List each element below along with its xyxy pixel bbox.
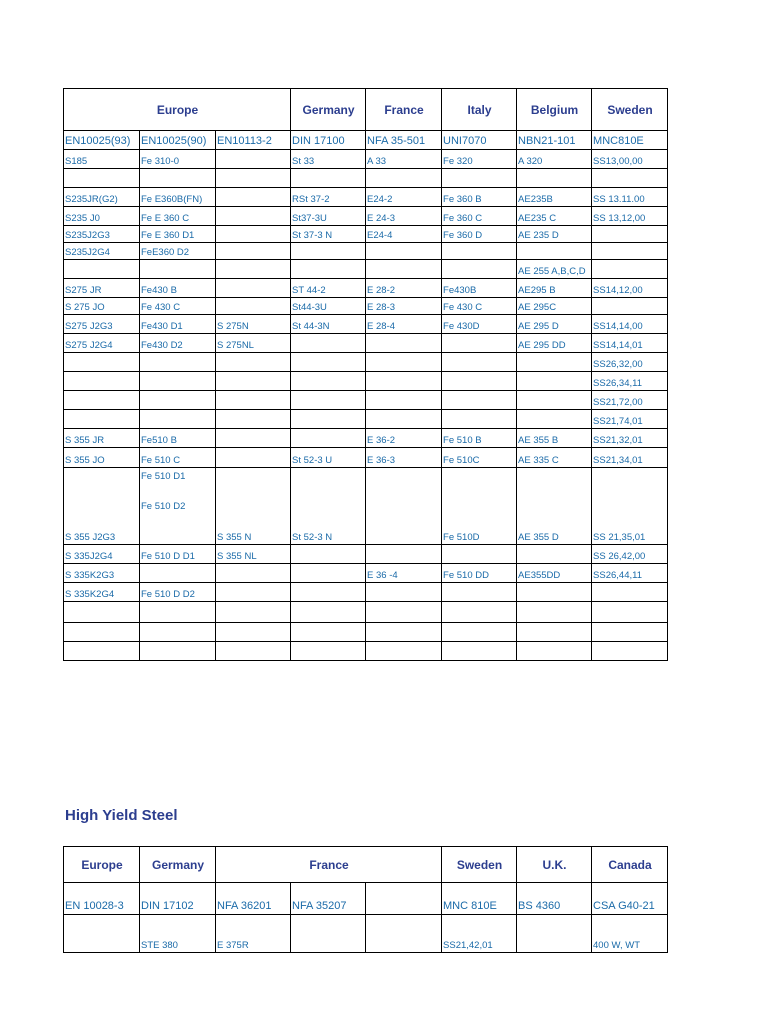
table-cell: E 36-2 — [366, 429, 442, 448]
table-cell: Fe 510 DD — [442, 564, 517, 583]
table-cell: SS26,32,00 — [592, 353, 668, 372]
standard-cell: NBN21-101 — [517, 131, 592, 150]
table-cell — [291, 410, 366, 429]
table-cell: S 355 NL — [216, 545, 291, 564]
steel-equivalents-table — [63, 88, 668, 661]
table-cell: S 355 JO — [64, 448, 140, 468]
table-cell — [517, 623, 592, 642]
table-cell: AE355DD — [517, 564, 592, 583]
table-row — [64, 150, 668, 169]
table-cell: SS14,12,00 — [592, 279, 668, 298]
table-cell: S 335K2G3 — [64, 564, 140, 583]
table-cell: E 24-3 — [366, 207, 442, 226]
table-cell: SS 26,42,00 — [592, 545, 668, 564]
table-cell — [64, 915, 140, 953]
table-cell — [442, 260, 517, 279]
table-row — [64, 429, 668, 448]
standard-cell: DIN 17102 — [140, 883, 216, 915]
table-cell: FeE360 D2 — [140, 243, 216, 260]
table-row — [64, 372, 668, 391]
table-cell — [140, 260, 216, 279]
table-cell — [592, 298, 668, 315]
table-cell: AE 295 DD — [517, 334, 592, 353]
table-cell: SS14,14,00 — [592, 315, 668, 334]
table-cell — [140, 564, 216, 583]
header-cell: France — [366, 89, 442, 131]
table-cell — [140, 602, 216, 623]
header-cell: Germany — [140, 847, 216, 883]
table-cell: Fe 510 D D2 — [140, 583, 216, 602]
table-cell — [442, 169, 517, 188]
table-cell: Fe 360 B — [442, 188, 517, 207]
table-cell — [216, 372, 291, 391]
table-cell — [442, 372, 517, 391]
table-cell: Fe 310-0 — [140, 150, 216, 169]
table-cell: AE 235 D — [517, 226, 592, 243]
table-cell: SS21,42,01 — [442, 915, 517, 953]
table-cell — [216, 583, 291, 602]
table-cell — [366, 468, 442, 545]
standard-cell: DIN 17100 — [291, 131, 366, 150]
standard-cell: CSA G40-21 — [592, 883, 668, 915]
table-cell — [592, 583, 668, 602]
standard-cell: UNI7070 — [442, 131, 517, 150]
table-cell — [366, 915, 442, 953]
merged-cell — [140, 468, 216, 545]
table-cell: SS 13,12,00 — [592, 207, 668, 226]
table-cell — [216, 279, 291, 298]
table-row — [64, 207, 668, 226]
table-cell: Fe 510C — [442, 448, 517, 468]
header-cell: Europe — [64, 847, 140, 883]
table-cell: SS21,32,01 — [592, 429, 668, 448]
table-cell — [216, 353, 291, 372]
table-row — [64, 188, 668, 207]
table-cell — [517, 583, 592, 602]
standard-cell: EN 10028-3 — [64, 883, 140, 915]
table-cell — [216, 207, 291, 226]
standard-cell: NFA 35-501 — [366, 131, 442, 150]
table-cell: S275 J2G3 — [64, 315, 140, 334]
table-cell — [216, 226, 291, 243]
table-row — [64, 391, 668, 410]
table-cell — [140, 372, 216, 391]
table-cell: SS21,34,01 — [592, 448, 668, 468]
table-cell: S 355 J2G3 — [64, 468, 140, 545]
table-cell: Fe430B — [442, 279, 517, 298]
table-cell: S275 J2G4 — [64, 334, 140, 353]
table-cell — [216, 623, 291, 642]
table-row — [64, 623, 668, 642]
table-cell — [592, 642, 668, 661]
table-cell: Fe 430D — [442, 315, 517, 334]
section-title: High Yield Steel — [65, 807, 178, 824]
table-row — [64, 410, 668, 429]
table-cell — [366, 410, 442, 429]
standard-cell: EN10025(93) — [64, 131, 140, 150]
table-cell — [291, 334, 366, 353]
table-cell: AE235 C — [517, 207, 592, 226]
table-cell: STE 380 — [140, 915, 216, 953]
table-cell — [517, 410, 592, 429]
table-cell — [216, 260, 291, 279]
table-cell — [291, 169, 366, 188]
table-cell — [64, 623, 140, 642]
table-cell — [517, 372, 592, 391]
table-cell: St44-3U — [291, 298, 366, 315]
table-cell — [366, 623, 442, 642]
table-cell — [291, 915, 366, 953]
table-cell: AE295 B — [517, 279, 592, 298]
table-cell — [216, 188, 291, 207]
table-cell — [592, 226, 668, 243]
standard-cell: NFA 35207 — [291, 883, 366, 915]
table-cell — [291, 429, 366, 448]
table-cell: S 275 JO — [64, 298, 140, 315]
table-header-row — [64, 89, 668, 131]
table-cell — [442, 545, 517, 564]
table-cell: AE 295C — [517, 298, 592, 315]
table-cell: Fe430 D2 — [140, 334, 216, 353]
header-cell: U.K. — [517, 847, 592, 883]
table-cell — [216, 448, 291, 468]
table-cell — [140, 642, 216, 661]
table-cell: AE 355 D — [517, 468, 592, 545]
table-cell: St 52-3 N — [291, 468, 366, 545]
table-cell: St 33 — [291, 150, 366, 169]
table-cell — [517, 642, 592, 661]
table-cell — [216, 169, 291, 188]
table-cell: SS13,00,00 — [592, 150, 668, 169]
table-cell — [442, 602, 517, 623]
table-cell: S 335J2G4 — [64, 545, 140, 564]
header-cell: Europe — [64, 89, 291, 131]
table-cell — [366, 642, 442, 661]
table-row — [64, 353, 668, 372]
table-row — [64, 243, 668, 260]
standards-row — [64, 131, 668, 150]
table-cell: St 37-3 N — [291, 226, 366, 243]
table-cell — [517, 243, 592, 260]
table-cell — [216, 642, 291, 661]
table-cell: St37-3U — [291, 207, 366, 226]
table-cell: E24-4 — [366, 226, 442, 243]
table-cell — [216, 391, 291, 410]
table-cell: S 275NL — [216, 334, 291, 353]
table-cell — [291, 372, 366, 391]
table-cell — [442, 243, 517, 260]
table-cell — [442, 353, 517, 372]
standard-cell: EN10025(90) — [140, 131, 216, 150]
table-cell — [442, 642, 517, 661]
table-cell: S235 J0 — [64, 207, 140, 226]
table-cell — [442, 583, 517, 602]
table-cell — [366, 353, 442, 372]
table-cell — [140, 391, 216, 410]
table-cell: Fe 360 C — [442, 207, 517, 226]
table-cell — [366, 260, 442, 279]
table-cell: E 36-3 — [366, 448, 442, 468]
table-cell — [64, 169, 140, 188]
table-cell: S235J2G3 — [64, 226, 140, 243]
table-cell — [216, 243, 291, 260]
table-cell: St 52-3 U — [291, 448, 366, 468]
table-cell — [592, 602, 668, 623]
header-cell: Italy — [442, 89, 517, 131]
high-yield-steel-table — [63, 846, 668, 953]
table-cell: Fe 510 B — [442, 429, 517, 448]
header-cell: Sweden — [442, 847, 517, 883]
merged-line: Fe 510 D2 — [141, 500, 186, 512]
table-cell — [64, 391, 140, 410]
table-cell: ST 44-2 — [291, 279, 366, 298]
table-cell: S 355 N — [216, 468, 291, 545]
table-cell — [291, 642, 366, 661]
table-cell — [64, 602, 140, 623]
table-cell: Fe 320 — [442, 150, 517, 169]
table-cell — [442, 391, 517, 410]
table-cell: AE 335 C — [517, 448, 592, 468]
table-cell — [291, 545, 366, 564]
table-cell: Fe 360 D — [442, 226, 517, 243]
table-cell: E 36 -4 — [366, 564, 442, 583]
table-cell: SS26,34,11 — [592, 372, 668, 391]
table-cell — [517, 545, 592, 564]
table-cell — [140, 169, 216, 188]
table-cell — [64, 642, 140, 661]
table-cell — [592, 243, 668, 260]
table-cell — [216, 298, 291, 315]
table-cell — [291, 583, 366, 602]
table-cell: SS 21,35,01 — [592, 468, 668, 545]
table-cell — [366, 243, 442, 260]
table-cell: SS14,14,01 — [592, 334, 668, 353]
table-row — [64, 642, 668, 661]
table-cell: 400 W, WT — [592, 915, 668, 953]
table-cell: Fe E360B(FN) — [140, 188, 216, 207]
standard-cell: MNC810E — [592, 131, 668, 150]
table-cell — [517, 602, 592, 623]
table-cell: SS21,74,01 — [592, 410, 668, 429]
table-cell — [291, 602, 366, 623]
table-cell: Fe 430 C — [140, 298, 216, 315]
table-row — [64, 583, 668, 602]
table-cell: A 320 — [517, 150, 592, 169]
table-row — [64, 545, 668, 564]
table-cell — [366, 334, 442, 353]
table-cell — [216, 602, 291, 623]
table-cell: AE 355 B — [517, 429, 592, 448]
table-row — [64, 468, 668, 545]
table-row — [64, 279, 668, 298]
table-cell: E 28-2 — [366, 279, 442, 298]
table-cell — [140, 353, 216, 372]
table-cell — [517, 169, 592, 188]
table-cell: SS26,44,11 — [592, 564, 668, 583]
standard-cell: BS 4360 — [517, 883, 592, 915]
table-cell: S 335K2G4 — [64, 583, 140, 602]
table-cell: A 33 — [366, 150, 442, 169]
table-cell: Fe 430 C — [442, 298, 517, 315]
table-cell — [64, 410, 140, 429]
table-cell: Fe 510 D D1 — [140, 545, 216, 564]
header-cell: Germany — [291, 89, 366, 131]
table-cell: Fe 510D — [442, 468, 517, 545]
table-cell: S185 — [64, 150, 140, 169]
table-cell — [517, 353, 592, 372]
standards-row — [64, 883, 668, 915]
table-cell — [592, 623, 668, 642]
table-cell: AE 255 A,B,C,D — [517, 260, 592, 279]
table-cell: E 375R — [216, 915, 291, 953]
table-cell: S235JR(G2) — [64, 188, 140, 207]
table-cell — [64, 353, 140, 372]
table-cell — [366, 583, 442, 602]
standard-cell: NFA 36201 — [216, 883, 291, 915]
merged-line: Fe 510 D1 — [141, 471, 186, 482]
table-cell — [442, 623, 517, 642]
standard-cell: EN10113-2 — [216, 131, 291, 150]
table-row — [64, 315, 668, 334]
table-cell: AE235B — [517, 188, 592, 207]
table-header-row — [64, 847, 668, 883]
table-cell — [592, 260, 668, 279]
table-cell — [140, 623, 216, 642]
standard-cell — [366, 883, 442, 915]
table-cell — [291, 623, 366, 642]
table-cell: Fe510 B — [140, 429, 216, 448]
table-row — [64, 226, 668, 243]
table-cell: RSt 37-2 — [291, 188, 366, 207]
table-cell — [140, 410, 216, 429]
table-cell — [64, 372, 140, 391]
table-cell — [291, 564, 366, 583]
table-cell: E 28-4 — [366, 315, 442, 334]
table-row — [64, 602, 668, 623]
table-cell — [291, 391, 366, 410]
table-cell: E 28-3 — [366, 298, 442, 315]
table-cell — [291, 243, 366, 260]
table-cell — [442, 334, 517, 353]
table-row — [64, 915, 668, 953]
table-cell — [366, 372, 442, 391]
table-cell — [517, 391, 592, 410]
header-cell: Belgium — [517, 89, 592, 131]
table-cell: S 275N — [216, 315, 291, 334]
table-row — [64, 334, 668, 353]
table-cell — [366, 169, 442, 188]
table-cell — [216, 429, 291, 448]
table-cell: Fe E 360 C — [140, 207, 216, 226]
table-cell: E24-2 — [366, 188, 442, 207]
table-row — [64, 448, 668, 468]
table-cell — [216, 410, 291, 429]
table-cell — [291, 260, 366, 279]
table-cell: SS 13.11.00 — [592, 188, 668, 207]
table-cell: Fe E 360 D1 — [140, 226, 216, 243]
table-cell: AE 295 D — [517, 315, 592, 334]
table-cell: Fe430 D1 — [140, 315, 216, 334]
table-cell — [592, 169, 668, 188]
table-cell — [291, 353, 366, 372]
table-row — [64, 169, 668, 188]
table-cell — [442, 410, 517, 429]
table-row — [64, 298, 668, 315]
table-cell: S235J2G4 — [64, 243, 140, 260]
table-cell — [366, 602, 442, 623]
header-cell: France — [216, 847, 442, 883]
table-cell — [216, 564, 291, 583]
table-cell — [517, 915, 592, 953]
table-cell: S275 JR — [64, 279, 140, 298]
header-cell: Sweden — [592, 89, 668, 131]
table-row — [64, 564, 668, 583]
table-cell — [366, 545, 442, 564]
standard-cell: MNC 810E — [442, 883, 517, 915]
table-cell: St 44-3N — [291, 315, 366, 334]
table-row — [64, 260, 668, 279]
header-cell: Canada — [592, 847, 668, 883]
table-cell: Fe 510 C — [140, 448, 216, 468]
table-cell — [64, 260, 140, 279]
table-cell — [366, 391, 442, 410]
table-cell: S 355 JR — [64, 429, 140, 448]
table-cell: SS21,72,00 — [592, 391, 668, 410]
table-cell: Fe430 B — [140, 279, 216, 298]
table-cell — [216, 150, 291, 169]
